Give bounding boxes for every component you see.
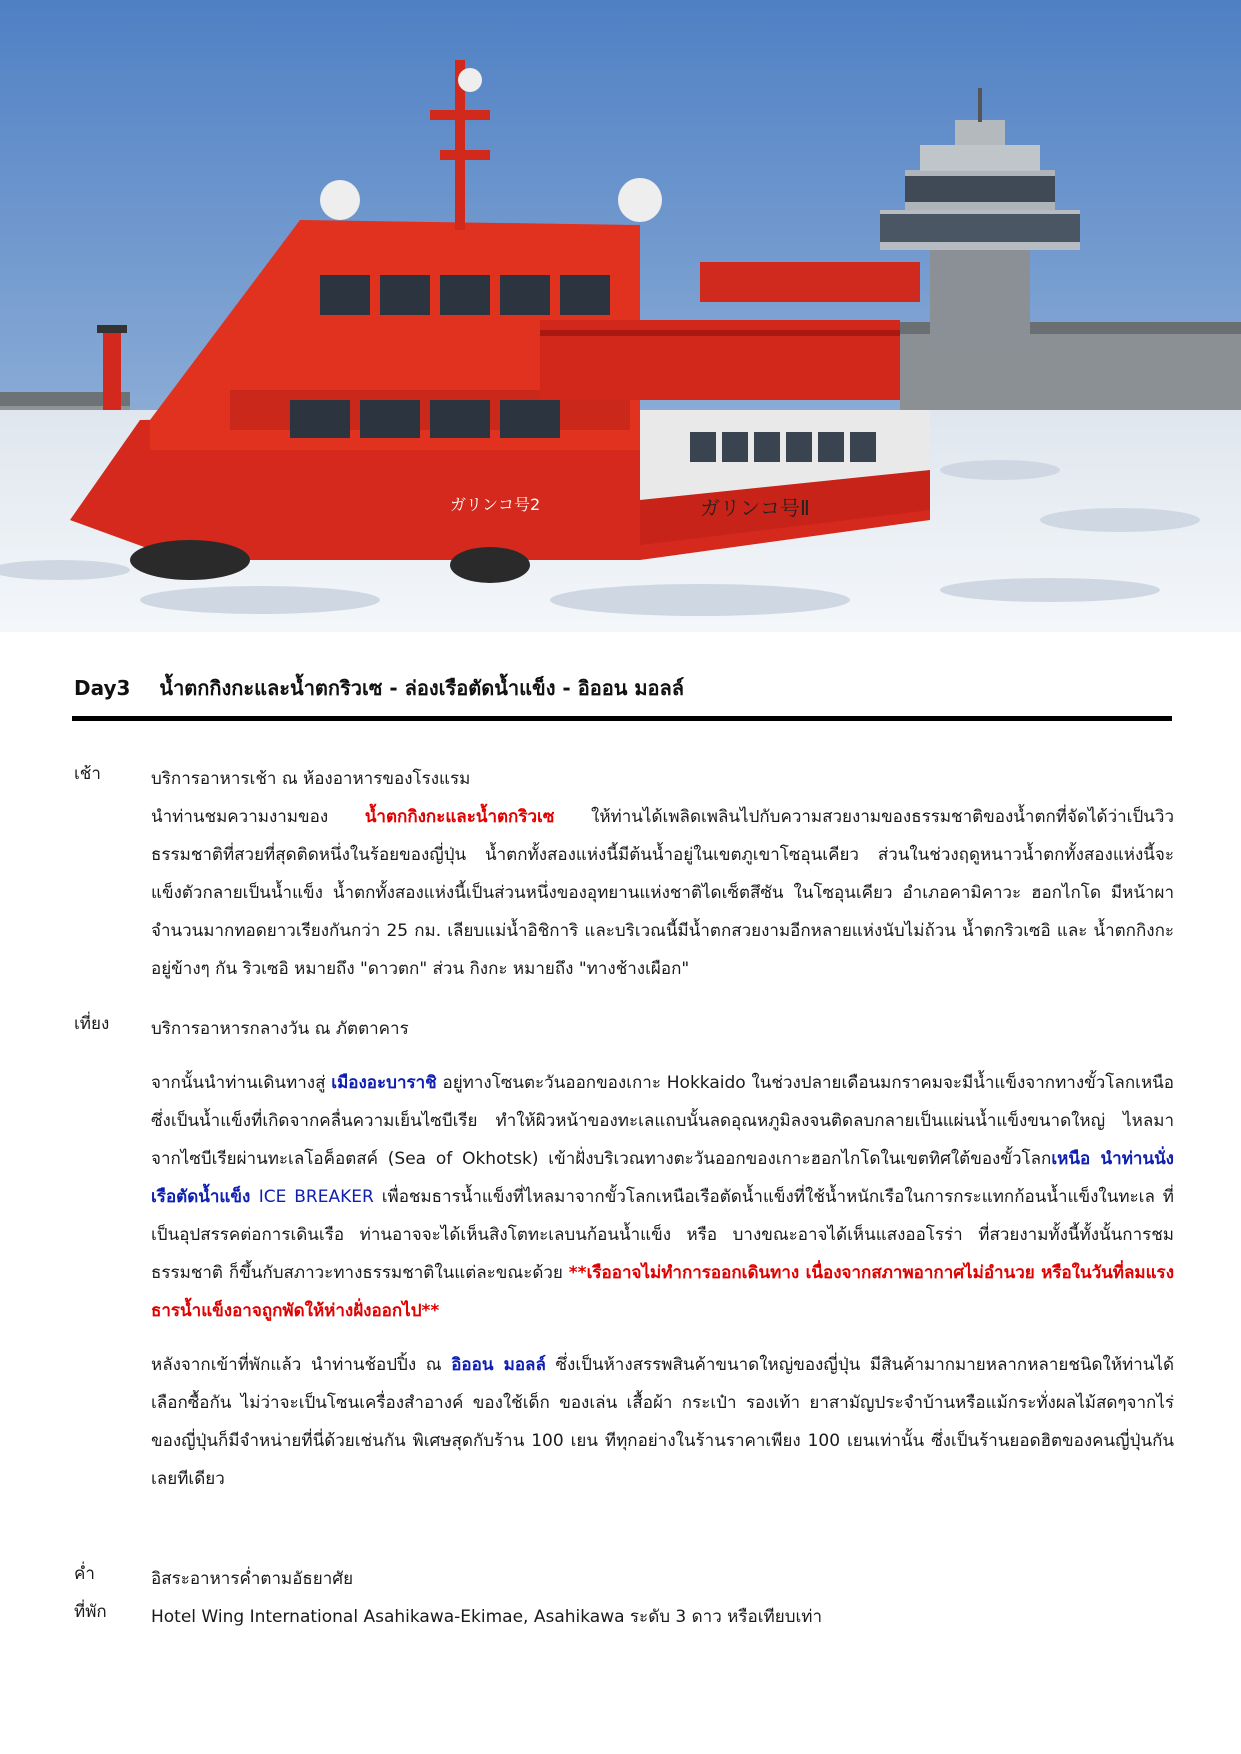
weather-warning: **เรืออาจไม่ทำการออกเดินทาง เนื่องจากสภาพอากาศไม่อำนวย หรือในวันที่ลมแรงธารน้ำแข็งอาจถูกพัดให้ห่างฝั่งออกไป**: [151, 1263, 1174, 1321]
ship-name-side: ガリンコ号Ⅱ: [700, 496, 810, 520]
icebreaker-ship-illustration: [0, 0, 1241, 632]
waterfall-highlight: น้ำตกกิงกะและน้ำตกริวเซ: [364, 807, 555, 827]
morning-section: [74, 760, 1174, 988]
shopping-text-b: ซึ่งเป็นห้างสรรพสินค้าขนาดใหญ่ของญี่ปุ่น มีสินค้ามากมายหลากหลายชนิดให้ท่านได้เลือกซื้อกัน ไม่ว่าจะเป็นโซนเครื่องสำอางค์ ของใช้เด็ก ของเล่น เสื้อผ้า กระเป๋า รองเท้า ยาสามัญประจำบ้านหรือแม้กระทั่งผลไม้สดๆจากไร่ของญี่ปุ่นก็มีจำหน่ายที่นี่ด้วยเช่นกัน พิเศษสุดกับร้าน 100 เยน ทีทุกอย่างในร้านราคาเพียง 100 เยนเท่านั้น ซึ่งเป็นร้านยอดฮิตของคนญี่ปุ่นกันเลยทีเดียว: [151, 1355, 1175, 1489]
day-number: Day3: [74, 676, 131, 700]
morning-paragraph: [151, 798, 1174, 988]
icebreaker-highlight: เหนือ นำท่านนั่งเรือตัดน้ำแข็ง: [151, 1149, 1174, 1207]
noon-text-a: จากนั้นนำท่านเดินทางสู่: [151, 1073, 332, 1093]
stay-label: ที่พัก: [74, 1602, 107, 1622]
shopping-paragraph: [151, 1346, 1174, 1498]
hero-photo: [0, 0, 1241, 632]
morning-label: เช้า: [74, 764, 101, 784]
noon-text-b: อยู่ทางโซนตะวันออกของเกาะ Hokkaido ในช่วงปลายเดือนมกราคมจะมีน้ำแข็งจากทางขั้วโลกเหนือ ซึ่งเป็นน้ำแข็งที่เกิดจากคลื่นความเย็นไซบีเรีย ทำให้ผิวหน้าของทะเลแถบนั้นลดอุณหภูมิลงจนติดลบกลายเป็นแผ่นน้ำแข็งขนาดใหญ่ ไหลมาจากไซบีเรียผ่านทะเลโอค็อตสค์ (Sea of Okhotsk) เข้าฝั่งบริเวณทางตะวันออกของเกาะฮอกไกโดในเขตทิศใต้ของขั้วโลก: [151, 1073, 1174, 1169]
evening-text: อิสระอาหารค่ำตามอัธยาศัย: [151, 1569, 354, 1589]
noon-meal: บริการอาหารกลางวัน ณ ภัตตาคาร: [151, 1019, 409, 1039]
day-title: น้ำตกกิงกะและน้ำตกริวเซ - ล่องเรือตัดน้ำแข็ง - อิออน มอลล์: [159, 676, 685, 700]
noon-text-c: เพื่อชมธารน้ำแข็งที่ไหลมาจากขั้วโลกเหนือเรือตัดน้ำแข็งที่ใช้น้ำหนักเรือในการกระแทกก้อนน้ำแข็งในทะเล ที่เป็นอุปสรรคต่อการเดินเรือ ท่านอาจจะได้เห็นสิงโตทะเลบนก้อนน้ำแข็ง หรือ บางขณะอาจได้เห็นแสงออโรร่า ที่สวยงามทั้งนี้ทั้งนั้นการชมธรรมชาติ ก็ขึ้นกับสภาวะทางธรรมชาติในแต่ละขณะด้วย: [151, 1187, 1174, 1283]
morning-meal: บริการอาหารเช้า ณ ห้องอาหารของโรงแรม: [151, 769, 471, 789]
noon-label: เที่ยง: [74, 1014, 110, 1034]
stay-section: [74, 1598, 1174, 1636]
icebreaker-english: ICE BREAKER: [258, 1187, 374, 1207]
noon-section: [74, 1010, 1174, 1498]
hotel-text: Hotel Wing International Asahikawa-Ekimae, Asahikawa ระดับ 3 ดาว หรือเทียบเท่า: [151, 1607, 823, 1627]
ship-name-bow: ガリンコ号2: [450, 495, 541, 514]
evening-section: [74, 1560, 1174, 1598]
shopping-text-a: หลังจากเข้าที่พักแล้ว นำท่านช้อปปิ้ง ณ: [151, 1355, 452, 1375]
morning-text-b: ให้ท่านได้เพลิดเพลินไปกับความสวยงามของธรรมชาติของน้ำตกที่จัดได้ว่าเป็นวิวธรรมชาติที่สวยที่สุดติดหนึ่งในร้อยของญี่ปุ่น น้ำตกทั้งสองแห่งนี้มีต้นน้ำอยู่ในเขตภูเขาโซอุนเคียว ส่วนในช่วงฤดูหนาวน้ำตกทั้งสองแห่งนี้จะแข็งตัวกลายเป็นน้ำแข็ง น้ำตกทั้งสองแห่งนี้เป็นส่วนหนึ่งของอุทยานแห่งชาติไดเซ็ตสึซัน ในโซอุนเคียว อำเภอคามิคาวะ ฮอกไกโด มีหน้าผาจำนวนมากทอดยาวเรียงกันกว่า 25 กม. เลียบแม่น้ำอิชิการิ และบริเวณนี้มีน้ำตกสวยงามอีกหลายแห่งนับไม่ถ้วน น้ำตกริวเซอิ และ น้ำตกกิงกะอยู่ข้างๆ กัน ริวเซอิ หมายถึง "ดาวตก" ส่วน กิงกะ หมายถึง "ทางช้างเผือก": [151, 807, 1175, 979]
morning-text-a: นำท่านชมความงามของ: [151, 807, 365, 827]
heading-rule: [72, 716, 1172, 721]
evening-label: ค่ำ: [74, 1564, 95, 1584]
noon-paragraph: [151, 1064, 1174, 1330]
day-heading: [74, 672, 1174, 704]
aeon-mall-highlight: อิออน มอลล์: [451, 1355, 546, 1375]
abashiri-highlight: เมืองอะบาราชิ: [331, 1073, 437, 1093]
